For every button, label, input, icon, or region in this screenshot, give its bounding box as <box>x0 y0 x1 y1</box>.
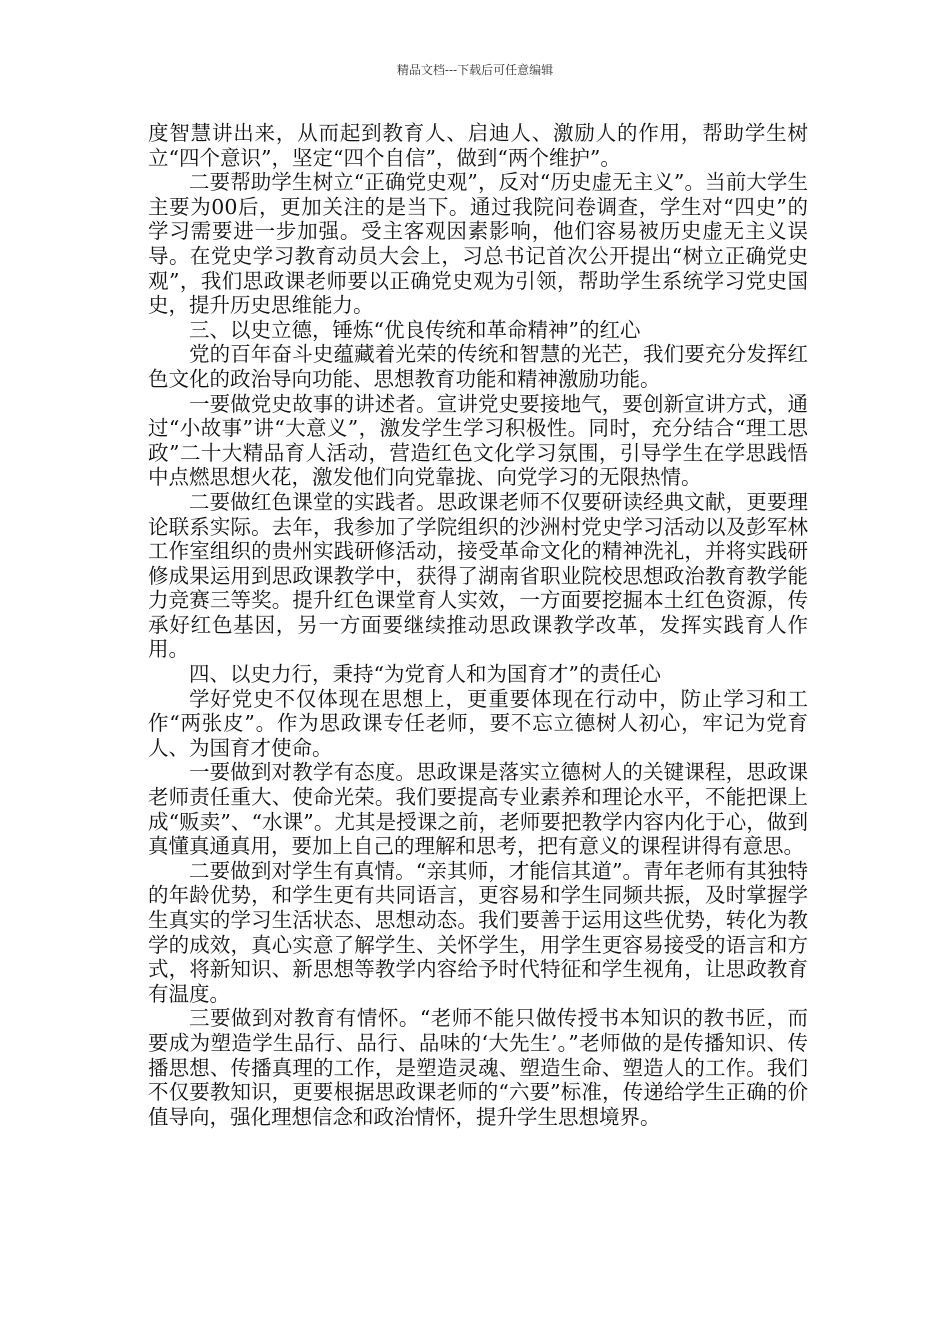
section-heading: 四、以史力行，秉持“为党育人和为国育才”的责任心 <box>189 662 661 687</box>
paragraph: 一要做党史故事的讲述者。宣讲党史要接地气，要创新宣讲方式，通过“小故事”讲“大意义”，激发学生学习积极性。同时，充分结合“理工思政”二十大精品育人活动，营造红色文化学习氛围，引导学生在学思践悟中点燃思想火花，激发他们向党靠拢、向党学习的无限热情。 <box>148 391 808 490</box>
paragraph: 二要做到对学生有真情。“亲其师，才能信其道”。青年老师有其独特的年龄优势，和学生更有共同语言，更容易和学生同频共振，及时掌握学生真实的学习生活状态、思想动态。我们要善于运用这些优势，转化为教学的成效，真心实意了解学生、关怀学生，用学生更容易接受的语言和方式，将新知识、新思想等教学内容给予时代特征和学生视角，让思政教育有温度。 <box>148 858 808 1006</box>
paragraph: 党的百年奋斗史蕴藏着光荣的传统和智慧的光芒，我们要充分发挥红色文化的政治导向功能、思想教育功能和精神激励功能。 <box>148 342 808 391</box>
document-body <box>148 121 808 1129</box>
paragraph: 二要做红色课堂的实践者。思政课老师不仅要研读经典文献，更要理论联系实际。去年，我参加了学院组织的沙洲村党史学习活动以及彭军林工作室组织的贵州实践研修活动，接受革命文化的精神洗礼，并将实践研修成果运用到思政课教学中，获得了湖南省职业院校思想政治教育教学能力竞赛三等奖。提升红色课堂育人实效，一方面要挖掘本土红色资源，传承好红色基因，另一方面要继续推动思政课教学改革，发挥实践育人作用。 <box>148 489 808 662</box>
paragraph: 二要帮助学生树立“正确党史观”，反对“历史虚无主义”。当前大学生主要为00后，更加关注的是当下。通过我院问卷调查，学生对“四史”的学习需要进一步加强。受主客观因素影响，他们容易被历史虚无主义误导。在党史学习教育动员大会上，习总书记首次公开提出“树立正确党史观”，我们思政课老师要以正确党史观为引领，帮助学生系统学习党史国史，提升历史思维能力。 <box>148 170 808 318</box>
section-heading: 三、以史立德，锤炼“优良传统和革命精神”的红心 <box>189 317 641 342</box>
paragraph-continuation: 度智慧讲出来，从而起到教育人、启迪人、激励人的作用，帮助学生树立“四个意识”，坚定“四个自信”，做到“两个维护”。 <box>148 121 808 170</box>
paragraph: 三要做到对教育有情怀。“老师不能只做传授书本知识的教书匠，而要成为塑造学生品行、品行、品味的‘大先生’。”老师做的是传播知识、传播思想、传播真理的工作，是塑造灵魂、塑造生命、塑造人的工作。我们不仅要教知识，更要根据思政课老师的“六要”标准，传递给学生正确的价值导向，强化理想信念和政治情怀，提升学生思想境界。 <box>148 1006 808 1129</box>
page-header: 精品文档---下载后可任意编辑 <box>396 63 554 77</box>
paragraph: 一要做到对教学有态度。思政课是落实立德树人的关键课程，思政课老师责任重大、使命光荣。我们要提高专业素养和理论水平，不能把课上成“贩卖”、“水课”。尤其是授课之前，老师要把教学内容内化于心，做到真懂真通真用，要加上自己的理解和思考，把有意义的课程讲得有意思。 <box>148 760 808 859</box>
paragraph: 学好党史不仅体现在思想上，更重要体现在行动中，防止学习和工作“两张皮”。作为思政课专任老师，要不忘立德树人初心，牢记为党育人、为国育才使命。 <box>148 686 808 760</box>
